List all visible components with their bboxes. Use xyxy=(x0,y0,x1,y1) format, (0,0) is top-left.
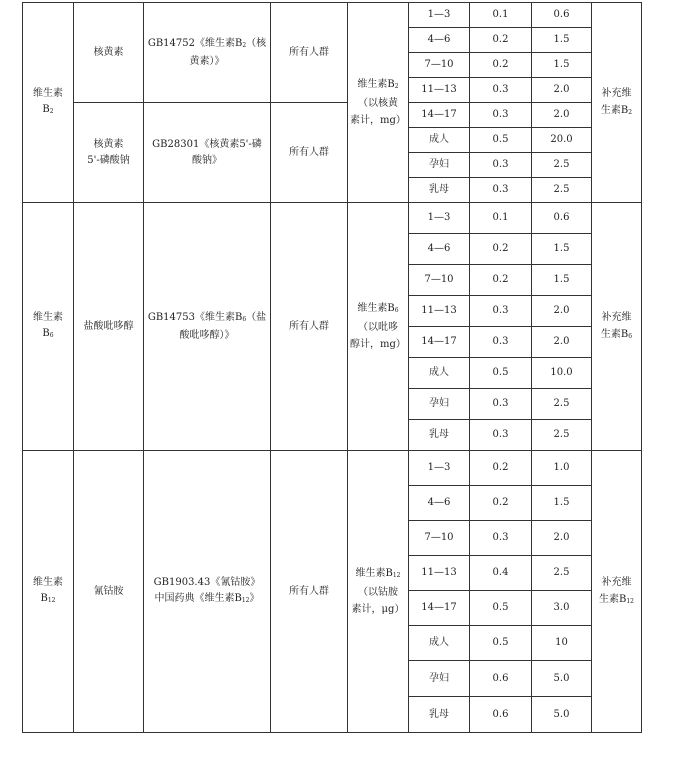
age-cell: 7—10 xyxy=(409,521,470,556)
min-cell: 0.6 xyxy=(470,697,532,733)
max-cell: 2.0 xyxy=(532,521,592,556)
standard-cell: GB14753《维生素B6（盐 酸吡哆醇）》 xyxy=(144,203,271,451)
max-cell: 1.5 xyxy=(532,265,592,296)
min-cell: 0.5 xyxy=(470,128,532,153)
age-cell: 7—10 xyxy=(409,265,470,296)
function-cell: 补充维 生素B12 xyxy=(592,451,642,733)
min-cell: 0.2 xyxy=(470,28,532,53)
age-cell: 乳母 xyxy=(409,697,470,733)
max-cell: 2.5 xyxy=(532,556,592,591)
max-cell: 1.5 xyxy=(532,53,592,78)
unit-cell: 维生素B12 （以钴胺 素计，μg） xyxy=(348,451,409,733)
min-cell: 0.5 xyxy=(470,626,532,661)
age-cell: 1—3 xyxy=(409,3,470,28)
population-cell: 所有人群 xyxy=(271,451,348,733)
min-cell: 0.3 xyxy=(470,327,532,358)
nutrient-cell: 维生素 B12 xyxy=(23,451,74,733)
standard-cell: GB14752《维生素B2（核 黄素）》 xyxy=(144,3,271,103)
function-cell: 补充维 生素B6 xyxy=(592,203,642,451)
min-cell: 0.3 xyxy=(470,521,532,556)
min-cell: 0.1 xyxy=(470,203,532,234)
min-cell: 0.3 xyxy=(470,78,532,103)
min-cell: 0.4 xyxy=(470,556,532,591)
age-cell: 孕妇 xyxy=(409,389,470,420)
max-cell: 1.0 xyxy=(532,451,592,486)
min-cell: 0.2 xyxy=(470,53,532,78)
max-cell: 2.5 xyxy=(532,178,592,203)
unit-cell: 维生素B6 （以吡哆 醇计，mg） xyxy=(348,203,409,451)
min-cell: 0.3 xyxy=(470,420,532,451)
max-cell: 0.6 xyxy=(532,3,592,28)
age-cell: 14—17 xyxy=(409,327,470,358)
min-cell: 0.3 xyxy=(470,153,532,178)
age-cell: 孕妇 xyxy=(409,661,470,697)
age-cell: 14—17 xyxy=(409,103,470,128)
min-cell: 0.5 xyxy=(470,358,532,389)
age-cell: 成人 xyxy=(409,128,470,153)
min-cell: 0.2 xyxy=(470,265,532,296)
max-cell: 1.5 xyxy=(532,486,592,521)
compound-cell: 核黄素 xyxy=(74,3,144,103)
age-cell: 11—13 xyxy=(409,556,470,591)
min-cell: 0.3 xyxy=(470,178,532,203)
age-cell: 成人 xyxy=(409,358,470,389)
max-cell: 10.0 xyxy=(532,358,592,389)
min-cell: 0.2 xyxy=(470,234,532,265)
min-cell: 0.2 xyxy=(470,451,532,486)
standard-cell: GB1903.43《氰钴胺》 中国药典《维生素B12》 xyxy=(144,451,271,733)
max-cell: 5.0 xyxy=(532,661,592,697)
population-cell: 所有人群 xyxy=(271,203,348,451)
age-cell: 1—3 xyxy=(409,451,470,486)
max-cell: 5.0 xyxy=(532,697,592,733)
age-cell: 4—6 xyxy=(409,234,470,265)
table-row xyxy=(23,103,642,128)
age-cell: 11—13 xyxy=(409,296,470,327)
max-cell: 10 xyxy=(532,626,592,661)
min-cell: 0.1 xyxy=(470,3,532,28)
max-cell: 0.6 xyxy=(532,203,592,234)
table-row xyxy=(23,451,642,486)
age-cell: 乳母 xyxy=(409,420,470,451)
population-cell: 所有人群 xyxy=(271,103,348,203)
population-cell: 所有人群 xyxy=(271,3,348,103)
age-cell: 孕妇 xyxy=(409,153,470,178)
age-cell: 11—13 xyxy=(409,78,470,103)
compound-cell: 核黄素 5'-磷酸钠 xyxy=(74,103,144,203)
nutrient-table xyxy=(22,2,642,733)
min-cell: 0.5 xyxy=(470,591,532,626)
max-cell: 3.0 xyxy=(532,591,592,626)
age-cell: 乳母 xyxy=(409,178,470,203)
max-cell: 1.5 xyxy=(532,28,592,53)
compound-cell: 氰钴胺 xyxy=(74,451,144,733)
min-cell: 0.3 xyxy=(470,103,532,128)
table-row xyxy=(23,3,642,28)
table-row xyxy=(23,203,642,234)
age-cell: 4—6 xyxy=(409,28,470,53)
age-cell: 7—10 xyxy=(409,53,470,78)
age-cell: 14—17 xyxy=(409,591,470,626)
age-cell: 4—6 xyxy=(409,486,470,521)
max-cell: 20.0 xyxy=(532,128,592,153)
max-cell: 2.0 xyxy=(532,103,592,128)
max-cell: 2.5 xyxy=(532,389,592,420)
nutrient-cell: 维生素 B2 xyxy=(23,3,74,203)
max-cell: 2.0 xyxy=(532,296,592,327)
max-cell: 2.5 xyxy=(532,420,592,451)
max-cell: 2.5 xyxy=(532,153,592,178)
min-cell: 0.2 xyxy=(470,486,532,521)
compound-cell: 盐酸吡哆醇 xyxy=(74,203,144,451)
age-cell: 成人 xyxy=(409,626,470,661)
age-cell: 1—3 xyxy=(409,203,470,234)
max-cell: 1.5 xyxy=(532,234,592,265)
nutrient-cell: 维生素 B6 xyxy=(23,203,74,451)
watermark xyxy=(523,710,641,750)
function-cell: 补充维 生素B2 xyxy=(592,3,642,203)
min-cell: 0.3 xyxy=(470,296,532,327)
min-cell: 0.6 xyxy=(470,661,532,697)
max-cell: 2.0 xyxy=(532,78,592,103)
standard-cell: GB28301《核黄素5'-磷 酸钠》 xyxy=(144,103,271,203)
min-cell: 0.3 xyxy=(470,389,532,420)
unit-cell: 维生素B2 （以核黄 素计，mg） xyxy=(348,3,409,203)
max-cell: 2.0 xyxy=(532,327,592,358)
